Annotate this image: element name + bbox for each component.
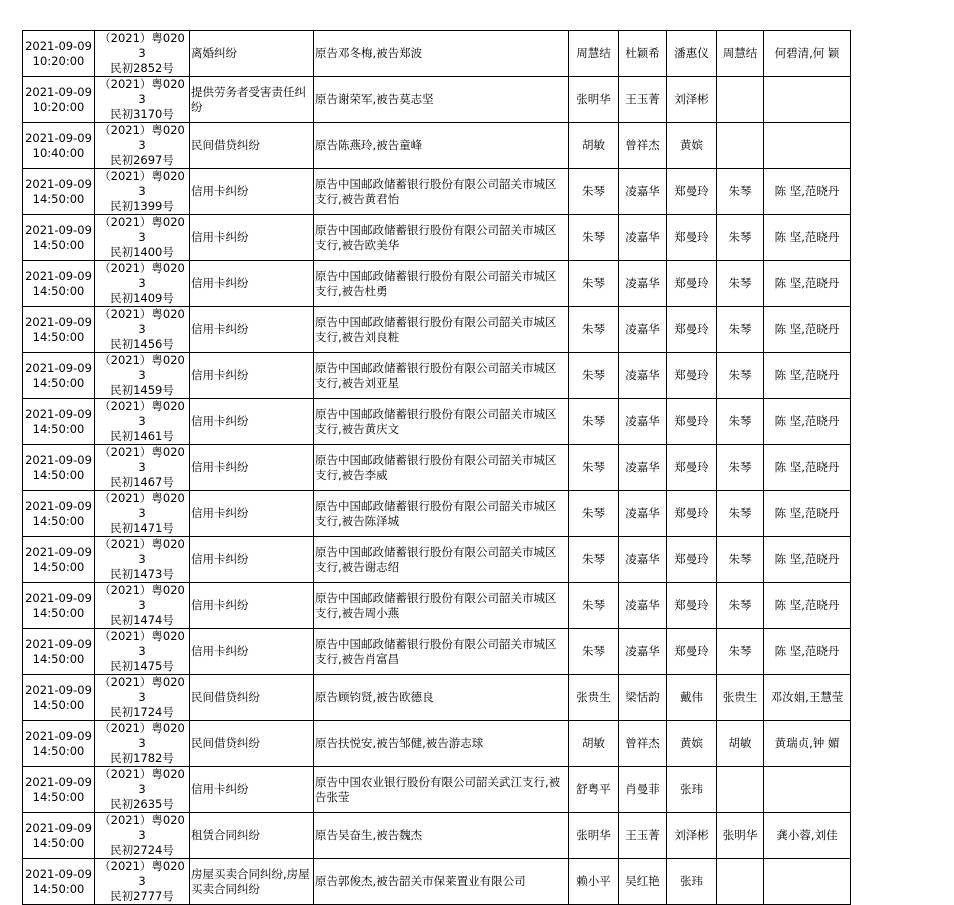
juror-one-cell: 杜颖希 xyxy=(619,31,667,77)
juror-two-cell: 郑曼玲 xyxy=(667,261,717,307)
clerk-cell: 胡敏 xyxy=(717,721,764,767)
case-cause-cell: 房屋买卖合同纠纷,房屋买卖合同纠纷 xyxy=(190,859,314,905)
case-cause-cell: 民间借贷纠纷 xyxy=(190,123,314,169)
table-row xyxy=(23,261,851,307)
case-number-cell xyxy=(95,859,190,905)
presiding-judge-cell: 朱琴 xyxy=(569,215,619,261)
juror-two-cell: 潘惠仪 xyxy=(667,31,717,77)
hearing-date: 2021-09-09 xyxy=(25,682,92,697)
hearing-date: 2021-09-09 xyxy=(25,774,92,789)
hearing-date: 2021-09-09 xyxy=(25,38,92,53)
hearing-time: 14:50:00 xyxy=(32,191,85,206)
juror-two-cell: 郑曼玲 xyxy=(667,491,717,537)
juror-one-cell: 吴红艳 xyxy=(619,859,667,905)
hearing-datetime-cell xyxy=(23,215,95,261)
case-cause-cell: 信用卡纠纷 xyxy=(190,583,314,629)
parties-cell: 原告中国邮政储蓄银行股份有限公司韶关市城区支行,被告周小燕 xyxy=(314,583,569,629)
presiding-judge-cell: 张贵生 xyxy=(569,675,619,721)
case-number-suffix: 民初1475号 xyxy=(110,659,174,673)
case-number-suffix: 民初1399号 xyxy=(110,199,174,213)
juror-two-cell: 郑曼玲 xyxy=(667,583,717,629)
juror-one-cell: 曾祥杰 xyxy=(619,123,667,169)
table-row xyxy=(23,767,851,813)
clerk-cell xyxy=(717,77,764,123)
members-cell: 陈 坚,范晓丹 xyxy=(764,261,851,307)
case-cause-cell: 信用卡纠纷 xyxy=(190,169,314,215)
hearing-datetime-cell xyxy=(23,675,95,721)
hearing-date: 2021-09-09 xyxy=(25,452,92,467)
case-number-prefix: （2021）粤0203 xyxy=(99,859,185,888)
presiding-judge-cell: 胡敏 xyxy=(569,721,619,767)
members-cell xyxy=(764,123,851,169)
hearing-schedule-table xyxy=(22,30,851,905)
case-number-prefix: （2021）粤0203 xyxy=(99,537,185,566)
case-number-suffix: 民初1409号 xyxy=(110,291,174,305)
case-cause-cell: 信用卡纠纷 xyxy=(190,353,314,399)
case-number-cell xyxy=(95,215,190,261)
parties-cell: 原告中国邮政储蓄银行股份有限公司韶关市城区支行,被告刘亚星 xyxy=(314,353,569,399)
parties-cell: 原告吴奋生,被告魏杰 xyxy=(314,813,569,859)
clerk-cell: 朱琴 xyxy=(717,491,764,537)
case-number-cell xyxy=(95,353,190,399)
table-row xyxy=(23,537,851,583)
parties-cell: 原告中国邮政储蓄银行股份有限公司韶关市城区支行,被告黄君怡 xyxy=(314,169,569,215)
juror-one-cell: 凌嘉华 xyxy=(619,307,667,353)
juror-one-cell: 王玉菁 xyxy=(619,813,667,859)
case-number-cell xyxy=(95,721,190,767)
case-number-suffix: 民初1782号 xyxy=(110,751,174,765)
hearing-date: 2021-09-09 xyxy=(25,590,92,605)
case-number-suffix: 民初2697号 xyxy=(110,153,174,167)
table-row xyxy=(23,813,851,859)
table-row xyxy=(23,859,851,905)
case-number-cell xyxy=(95,399,190,445)
case-number-prefix: （2021）粤0203 xyxy=(99,767,185,796)
case-number-suffix: 民初2724号 xyxy=(110,843,174,857)
clerk-cell: 朱琴 xyxy=(717,215,764,261)
hearing-date: 2021-09-09 xyxy=(25,498,92,513)
members-cell: 陈 坚,范晓丹 xyxy=(764,491,851,537)
case-number-prefix: （2021）粤0203 xyxy=(99,169,185,198)
juror-two-cell: 刘泽彬 xyxy=(667,813,717,859)
case-number-suffix: 民初1724号 xyxy=(110,705,174,719)
juror-two-cell: 刘泽彬 xyxy=(667,77,717,123)
case-number-suffix: 民初1461号 xyxy=(110,429,174,443)
case-cause-cell: 信用卡纠纷 xyxy=(190,445,314,491)
clerk-cell: 朱琴 xyxy=(717,583,764,629)
table-row xyxy=(23,491,851,537)
case-number-suffix: 民初1473号 xyxy=(110,567,174,581)
case-number-cell xyxy=(95,307,190,353)
hearing-datetime-cell xyxy=(23,399,95,445)
juror-one-cell: 凌嘉华 xyxy=(619,583,667,629)
case-number-prefix: （2021）粤0203 xyxy=(99,31,185,60)
presiding-judge-cell: 胡敏 xyxy=(569,123,619,169)
table-row xyxy=(23,169,851,215)
case-number-cell xyxy=(95,537,190,583)
members-cell: 陈 坚,范晓丹 xyxy=(764,583,851,629)
juror-two-cell: 郑曼玲 xyxy=(667,629,717,675)
hearing-date: 2021-09-09 xyxy=(25,314,92,329)
hearing-time: 14:50:00 xyxy=(32,329,85,344)
juror-one-cell: 肖曼菲 xyxy=(619,767,667,813)
case-cause-cell: 信用卡纠纷 xyxy=(190,261,314,307)
juror-two-cell: 黄嫔 xyxy=(667,721,717,767)
table-row xyxy=(23,307,851,353)
juror-two-cell: 郑曼玲 xyxy=(667,445,717,491)
table-row xyxy=(23,629,851,675)
parties-cell: 原告中国邮政储蓄银行股份有限公司韶关市城区支行,被告陈泽城 xyxy=(314,491,569,537)
case-number-suffix: 民初1471号 xyxy=(110,521,174,535)
case-number-cell xyxy=(95,261,190,307)
juror-one-cell: 王玉菁 xyxy=(619,77,667,123)
case-number-prefix: （2021）粤0203 xyxy=(99,399,185,428)
hearing-time: 14:50:00 xyxy=(32,605,85,620)
table-row xyxy=(23,123,851,169)
table-row xyxy=(23,675,851,721)
clerk-cell: 周慧结 xyxy=(717,31,764,77)
juror-one-cell: 凌嘉华 xyxy=(619,353,667,399)
clerk-cell: 张贵生 xyxy=(717,675,764,721)
parties-cell: 原告陈燕玲,被告童峰 xyxy=(314,123,569,169)
case-number-cell xyxy=(95,675,190,721)
case-number-prefix: （2021）粤0203 xyxy=(99,261,185,290)
presiding-judge-cell: 舒粤平 xyxy=(569,767,619,813)
presiding-judge-cell: 朱琴 xyxy=(569,261,619,307)
case-cause-cell: 信用卡纠纷 xyxy=(190,399,314,445)
members-cell: 陈 坚,范晓丹 xyxy=(764,537,851,583)
parties-cell: 原告中国邮政储蓄银行股份有限公司韶关市城区支行,被告刘良粧 xyxy=(314,307,569,353)
clerk-cell: 朱琴 xyxy=(717,537,764,583)
hearing-datetime-cell xyxy=(23,353,95,399)
case-number-cell xyxy=(95,77,190,123)
hearing-date: 2021-09-09 xyxy=(25,84,92,99)
table-row xyxy=(23,31,851,77)
clerk-cell: 朱琴 xyxy=(717,353,764,399)
juror-one-cell: 凌嘉华 xyxy=(619,445,667,491)
case-number-prefix: （2021）粤0203 xyxy=(99,721,185,750)
case-number-cell xyxy=(95,583,190,629)
hearing-datetime-cell xyxy=(23,445,95,491)
parties-cell: 原告中国邮政储蓄银行股份有限公司韶关市城区支行,被告肖富昌 xyxy=(314,629,569,675)
hearing-date: 2021-09-09 xyxy=(25,636,92,651)
clerk-cell xyxy=(717,859,764,905)
case-number-suffix: 民初1400号 xyxy=(110,245,174,259)
juror-two-cell: 郑曼玲 xyxy=(667,215,717,261)
case-cause-cell: 信用卡纠纷 xyxy=(190,215,314,261)
hearing-datetime-cell xyxy=(23,261,95,307)
parties-cell: 原告中国邮政储蓄银行股份有限公司韶关市城区支行,被告黄庆文 xyxy=(314,399,569,445)
hearing-date: 2021-09-09 xyxy=(25,360,92,375)
case-number-cell xyxy=(95,445,190,491)
hearing-datetime-cell xyxy=(23,169,95,215)
case-number-prefix: （2021）粤0203 xyxy=(99,445,185,474)
members-cell: 龚小蓉,刘佳 xyxy=(764,813,851,859)
case-number-cell xyxy=(95,813,190,859)
case-number-suffix: 民初1467号 xyxy=(110,475,174,489)
case-cause-cell: 信用卡纠纷 xyxy=(190,491,314,537)
parties-cell: 原告扶悦安,被告邹健,被告游志球 xyxy=(314,721,569,767)
juror-two-cell: 张玮 xyxy=(667,767,717,813)
members-cell: 陈 坚,范晓丹 xyxy=(764,399,851,445)
hearing-date: 2021-09-09 xyxy=(25,222,92,237)
table-row xyxy=(23,77,851,123)
juror-two-cell: 郑曼玲 xyxy=(667,307,717,353)
parties-cell: 原告中国邮政储蓄银行股份有限公司韶关市城区支行,被告李威 xyxy=(314,445,569,491)
members-cell: 陈 坚,范晓丹 xyxy=(764,169,851,215)
presiding-judge-cell: 朱琴 xyxy=(569,491,619,537)
hearing-datetime-cell xyxy=(23,123,95,169)
hearing-datetime-cell xyxy=(23,813,95,859)
juror-two-cell: 张玮 xyxy=(667,859,717,905)
case-number-cell xyxy=(95,491,190,537)
hearing-time: 14:50:00 xyxy=(32,881,85,896)
table-row xyxy=(23,583,851,629)
table-row xyxy=(23,399,851,445)
parties-cell: 原告中国邮政储蓄银行股份有限公司韶关市城区支行,被告杜勇 xyxy=(314,261,569,307)
parties-cell: 原告顾钧贤,被告欧德良 xyxy=(314,675,569,721)
parties-cell: 原告中国农业银行股份有限公司韶关武江支行,被告张莹 xyxy=(314,767,569,813)
clerk-cell xyxy=(717,123,764,169)
case-number-cell xyxy=(95,123,190,169)
case-cause-cell: 提供劳务者受害责任纠纷 xyxy=(190,77,314,123)
hearing-datetime-cell xyxy=(23,307,95,353)
parties-cell: 原告邓冬梅,被告郑波 xyxy=(314,31,569,77)
case-number-suffix: 民初2852号 xyxy=(110,61,174,75)
juror-one-cell: 凌嘉华 xyxy=(619,261,667,307)
case-number-cell xyxy=(95,31,190,77)
clerk-cell: 朱琴 xyxy=(717,169,764,215)
juror-one-cell: 凌嘉华 xyxy=(619,169,667,215)
hearing-datetime-cell xyxy=(23,629,95,675)
hearing-time: 14:50:00 xyxy=(32,789,85,804)
clerk-cell xyxy=(717,767,764,813)
case-number-cell xyxy=(95,169,190,215)
presiding-judge-cell: 朱琴 xyxy=(569,307,619,353)
presiding-judge-cell: 朱琴 xyxy=(569,399,619,445)
hearing-time: 14:50:00 xyxy=(32,375,85,390)
juror-one-cell: 曾祥杰 xyxy=(619,721,667,767)
case-cause-cell: 离婚纠纷 xyxy=(190,31,314,77)
hearing-time: 14:50:00 xyxy=(32,283,85,298)
hearing-time: 14:50:00 xyxy=(32,421,85,436)
parties-cell: 原告中国邮政储蓄银行股份有限公司韶关市城区支行,被告谢志绍 xyxy=(314,537,569,583)
table-row xyxy=(23,215,851,261)
hearing-datetime-cell xyxy=(23,77,95,123)
juror-two-cell: 戴伟 xyxy=(667,675,717,721)
hearing-time: 10:20:00 xyxy=(32,53,85,68)
hearing-datetime-cell xyxy=(23,491,95,537)
hearing-date: 2021-09-09 xyxy=(25,268,92,283)
case-number-suffix: 民初3170号 xyxy=(110,107,174,121)
case-number-suffix: 民初1456号 xyxy=(110,337,174,351)
case-cause-cell: 租赁合同纠纷 xyxy=(190,813,314,859)
hearing-time: 14:50:00 xyxy=(32,651,85,666)
case-number-prefix: （2021）粤0203 xyxy=(99,77,185,106)
presiding-judge-cell: 张明华 xyxy=(569,77,619,123)
presiding-judge-cell: 朱琴 xyxy=(569,445,619,491)
hearing-time: 14:50:00 xyxy=(32,467,85,482)
members-cell xyxy=(764,77,851,123)
presiding-judge-cell: 朱琴 xyxy=(569,583,619,629)
hearing-time: 14:50:00 xyxy=(32,835,85,850)
hearing-time: 10:20:00 xyxy=(32,99,85,114)
parties-cell: 原告郭俊杰,被告韶关市保莱置业有限公司 xyxy=(314,859,569,905)
case-cause-cell: 信用卡纠纷 xyxy=(190,767,314,813)
juror-one-cell: 凌嘉华 xyxy=(619,537,667,583)
clerk-cell: 朱琴 xyxy=(717,307,764,353)
members-cell: 黄瑞贞,钟 媚 xyxy=(764,721,851,767)
hearing-time: 14:50:00 xyxy=(32,559,85,574)
hearing-date: 2021-09-09 xyxy=(25,176,92,191)
case-number-prefix: （2021）粤0203 xyxy=(99,813,185,842)
hearing-date: 2021-09-09 xyxy=(25,728,92,743)
juror-one-cell: 梁恬韵 xyxy=(619,675,667,721)
hearing-datetime-cell xyxy=(23,767,95,813)
case-cause-cell: 民间借贷纠纷 xyxy=(190,675,314,721)
presiding-judge-cell: 朱琴 xyxy=(569,169,619,215)
hearing-datetime-cell xyxy=(23,31,95,77)
members-cell: 陈 坚,范晓丹 xyxy=(764,353,851,399)
parties-cell: 原告中国邮政储蓄银行股份有限公司韶关市城区支行,被告欧美华 xyxy=(314,215,569,261)
case-number-prefix: （2021）粤0203 xyxy=(99,123,185,152)
case-number-suffix: 民初1459号 xyxy=(110,383,174,397)
hearing-time: 14:50:00 xyxy=(32,743,85,758)
table-row xyxy=(23,445,851,491)
case-cause-cell: 民间借贷纠纷 xyxy=(190,721,314,767)
hearing-date: 2021-09-09 xyxy=(25,406,92,421)
table-row xyxy=(23,353,851,399)
case-number-suffix: 民初2635号 xyxy=(110,797,174,811)
members-cell: 何碧清,何 颖 xyxy=(764,31,851,77)
juror-two-cell: 郑曼玲 xyxy=(667,537,717,583)
members-cell xyxy=(764,859,851,905)
hearing-time: 14:50:00 xyxy=(32,513,85,528)
case-number-prefix: （2021）粤0203 xyxy=(99,675,185,704)
case-cause-cell: 信用卡纠纷 xyxy=(190,629,314,675)
members-cell: 邓汝娟,王慧莹 xyxy=(764,675,851,721)
hearing-datetime-cell xyxy=(23,721,95,767)
case-number-suffix: 民初2777号 xyxy=(110,889,174,903)
presiding-judge-cell: 赖小平 xyxy=(569,859,619,905)
case-number-prefix: （2021）粤0203 xyxy=(99,215,185,244)
table-body xyxy=(23,31,851,905)
hearing-datetime-cell xyxy=(23,537,95,583)
presiding-judge-cell: 周慧结 xyxy=(569,31,619,77)
clerk-cell: 朱琴 xyxy=(717,445,764,491)
hearing-datetime-cell xyxy=(23,859,95,905)
hearing-time: 14:50:00 xyxy=(32,237,85,252)
members-cell xyxy=(764,767,851,813)
clerk-cell: 朱琴 xyxy=(717,629,764,675)
juror-one-cell: 凌嘉华 xyxy=(619,399,667,445)
case-number-prefix: （2021）粤0203 xyxy=(99,583,185,612)
members-cell: 陈 坚,范晓丹 xyxy=(764,307,851,353)
hearing-date: 2021-09-09 xyxy=(25,130,92,145)
juror-two-cell: 郑曼玲 xyxy=(667,399,717,445)
presiding-judge-cell: 朱琴 xyxy=(569,353,619,399)
members-cell: 陈 坚,范晓丹 xyxy=(764,629,851,675)
parties-cell: 原告谢荣军,被告莫志坚 xyxy=(314,77,569,123)
hearing-datetime-cell xyxy=(23,583,95,629)
case-number-prefix: （2021）粤0203 xyxy=(99,353,185,382)
hearing-date: 2021-09-09 xyxy=(25,820,92,835)
juror-one-cell: 凌嘉华 xyxy=(619,215,667,261)
clerk-cell: 朱琴 xyxy=(717,399,764,445)
juror-two-cell: 黄嫔 xyxy=(667,123,717,169)
presiding-judge-cell: 张明华 xyxy=(569,813,619,859)
juror-two-cell: 郑曼玲 xyxy=(667,169,717,215)
case-number-prefix: （2021）粤0203 xyxy=(99,307,185,336)
hearing-time: 14:50:00 xyxy=(32,697,85,712)
hearing-date: 2021-09-09 xyxy=(25,866,92,881)
case-number-cell xyxy=(95,629,190,675)
case-number-suffix: 民初1474号 xyxy=(110,613,174,627)
case-number-prefix: （2021）粤0203 xyxy=(99,491,185,520)
members-cell: 陈 坚,范晓丹 xyxy=(764,215,851,261)
presiding-judge-cell: 朱琴 xyxy=(569,537,619,583)
case-cause-cell: 信用卡纠纷 xyxy=(190,537,314,583)
hearing-time: 10:40:00 xyxy=(32,145,85,160)
case-cause-cell: 信用卡纠纷 xyxy=(190,307,314,353)
case-number-cell xyxy=(95,767,190,813)
members-cell: 陈 坚,范晓丹 xyxy=(764,445,851,491)
hearing-date: 2021-09-09 xyxy=(25,544,92,559)
case-number-prefix: （2021）粤0203 xyxy=(99,629,185,658)
juror-one-cell: 凌嘉华 xyxy=(619,629,667,675)
clerk-cell: 朱琴 xyxy=(717,261,764,307)
clerk-cell: 张明华 xyxy=(717,813,764,859)
table-row xyxy=(23,721,851,767)
juror-one-cell: 凌嘉华 xyxy=(619,491,667,537)
presiding-judge-cell: 朱琴 xyxy=(569,629,619,675)
juror-two-cell: 郑曼玲 xyxy=(667,353,717,399)
